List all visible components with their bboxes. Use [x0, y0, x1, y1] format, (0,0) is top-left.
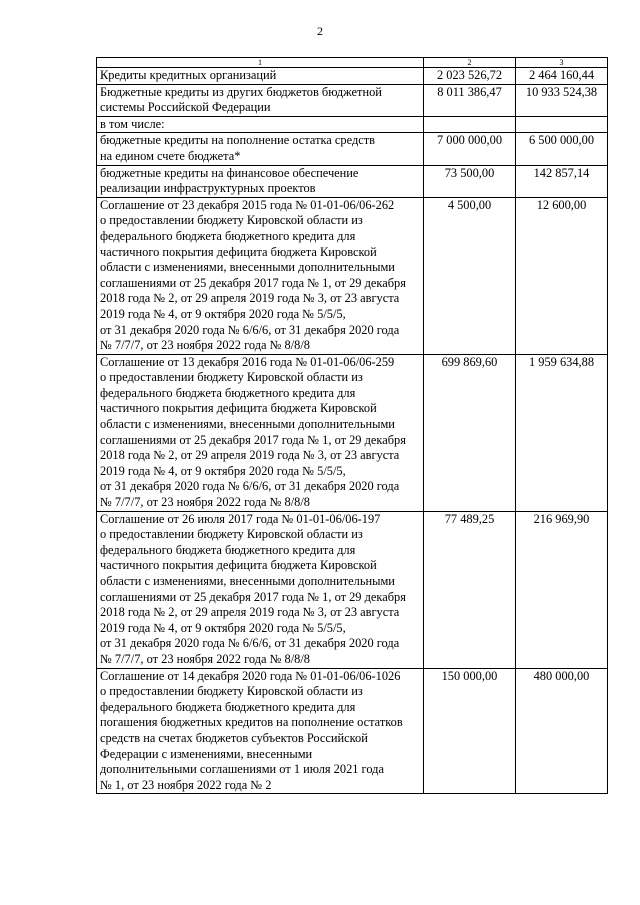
row-label-line: федерального бюджета бюджетного кредита для: [100, 699, 356, 714]
row-label-line: частичного покрытия дефицита бюджета Кировской: [100, 558, 377, 573]
row-label-line: Кредиты кредитных организаций: [100, 68, 277, 82]
row-label: [97, 133, 424, 165]
value-column-2: 8 011 386,47: [424, 84, 516, 116]
row-label-line: № 1, от 23 ноября 2022 года № 2: [100, 777, 272, 792]
value-column-3: 6 500 000,00: [516, 133, 608, 165]
row-label-line: бюджетные кредиты на финансовое обеспечение: [100, 165, 359, 180]
value-column-2: [424, 116, 516, 133]
table-row: [97, 668, 608, 794]
row-label-line: Соглашение от 23 декабря 2015 года № 01-01-06/06-262: [100, 197, 395, 212]
page-number: 2: [317, 24, 323, 38]
table-row: [97, 84, 608, 116]
row-label-line: от 31 декабря 2020 года № 6/6/6, от 31 декабря 2020 года: [100, 636, 400, 651]
row-label-line: о предоставлении бюджету Кировской области из: [100, 527, 363, 542]
row-label-line: соглашениями от 25 декабря 2017 года № 1, от 29 декабря: [100, 589, 406, 604]
value-column-3: 1 959 634,88: [516, 354, 608, 511]
row-label-line: от 31 декабря 2020 года № 6/6/6, от 31 декабря 2020 года: [100, 479, 400, 494]
value-column-2: 4 500,00: [424, 197, 516, 354]
table-row: [97, 511, 608, 668]
row-label-line: Соглашение от 14 декабря 2020 года № 01-01-06/06-1026: [100, 668, 401, 683]
row-label: [97, 165, 424, 197]
row-label-line: Бюджетные кредиты из других бюджетов бюджетной: [100, 84, 382, 99]
row-label: [97, 511, 424, 668]
row-label-line: 2018 года № 2, от 29 апреля 2019 года № 3, от 23 августа: [100, 605, 400, 620]
row-label-line: частичного покрытия дефицита бюджета Кировской: [100, 401, 377, 416]
value-column-2: 2 023 526,72: [424, 68, 516, 85]
value-column-2: 7 000 000,00: [424, 133, 516, 165]
row-label: [97, 68, 424, 85]
row-label-line: 2019 года № 4, от 9 октября 2020 года № 5/5/5,: [100, 620, 346, 635]
value-column-3: 12 600,00: [516, 197, 608, 354]
row-label-line: № 7/7/7, от 23 ноября 2022 года № 8/8/8: [100, 495, 310, 510]
row-label-line: федерального бюджета бюджетного кредита для: [100, 542, 356, 557]
row-label-line: о предоставлении бюджету Кировской области из: [100, 370, 363, 385]
row-label: [97, 197, 424, 354]
row-label-line: системы Российской Федерации: [100, 100, 271, 115]
table-row: [97, 165, 608, 197]
value-column-3: 142 857,14: [516, 165, 608, 197]
value-column-3: 216 969,90: [516, 511, 608, 668]
table-row: [97, 116, 608, 133]
row-label: [97, 84, 424, 116]
row-label-line: Соглашение от 13 декабря 2016 года № 01-01-06/06-259: [100, 354, 395, 369]
row-label: [97, 668, 424, 794]
row-label-line: области с изменениями, внесенными дополнительными: [100, 574, 395, 588]
column-index-2: 2: [424, 58, 516, 68]
row-label-line: в том числе:: [100, 116, 165, 131]
row-label-line: погашения бюджетных кредитов на пополнение остатков: [100, 715, 403, 730]
value-column-2: 77 489,25: [424, 511, 516, 668]
value-column-2: 150 000,00: [424, 668, 516, 794]
row-label-line: федерального бюджета бюджетного кредита для: [100, 385, 356, 400]
column-index-1: 1: [97, 58, 424, 68]
row-label-line: о предоставлении бюджету Кировской области из: [100, 684, 363, 699]
column-index-3: 3: [516, 58, 608, 68]
value-column-3: 10 933 524,38: [516, 84, 608, 116]
row-label-line: Соглашение от 26 июля 2017 года № 01-01-06/06-197: [100, 511, 381, 526]
row-label-line: № 7/7/7, от 23 ноября 2022 года № 8/8/8: [100, 651, 310, 666]
table-row: [97, 197, 608, 354]
row-label-line: области с изменениями, внесенными дополнительными: [100, 417, 395, 432]
table-row: [97, 133, 608, 165]
row-label-line: частичного покрытия дефицита бюджета Кировской: [100, 244, 377, 259]
value-column-3: 480 000,00: [516, 668, 608, 794]
value-column-3: 2 464 160,44: [516, 68, 608, 85]
row-label-line: реализации инфраструктурных проектов: [100, 181, 316, 196]
row-label-line: о предоставлении бюджету Кировской области из: [100, 213, 363, 228]
row-label-line: Федерации с изменениями, внесенными: [100, 746, 313, 761]
row-label-line: бюджетные кредиты на пополнение остатка средств: [100, 133, 376, 148]
row-label-line: 2019 года № 4, от 9 октября 2020 года № 5/5/5,: [100, 463, 346, 478]
row-label-line: соглашениями от 25 декабря 2017 года № 1, от 29 декабря: [100, 275, 406, 290]
value-column-3: [516, 116, 608, 133]
row-label-line: 2019 года № 4, от 9 октября 2020 года № 5/5/5,: [100, 306, 346, 321]
table-row: [97, 68, 608, 85]
row-label-line: 2018 года № 2, от 29 апреля 2019 года № 3, от 23 августа: [100, 448, 400, 463]
row-label-line: области с изменениями, внесенными дополнительными: [100, 260, 395, 275]
row-label: [97, 354, 424, 511]
value-column-2: 73 500,00: [424, 165, 516, 197]
row-label: [97, 116, 424, 133]
row-label-line: дополнительными соглашениями от 1 июля 2021 года: [100, 762, 384, 777]
value-column-2: 699 869,60: [424, 354, 516, 511]
row-label-line: на едином счете бюджета*: [100, 148, 241, 163]
row-label-line: 2018 года № 2, от 29 апреля 2019 года № 3, от 23 августа: [100, 291, 400, 306]
row-label-line: федерального бюджета бюджетного кредита для: [100, 228, 356, 243]
row-label-line: средств на счетах бюджетов субъектов Российской: [100, 730, 368, 745]
column-index-row: [97, 58, 608, 68]
table-row: [97, 354, 608, 511]
row-label-line: № 7/7/7, от 23 ноября 2022 года № 8/8/8: [100, 338, 310, 353]
budget-credits-table: [96, 57, 608, 794]
row-label-line: соглашениями от 25 декабря 2017 года № 1, от 29 декабря: [100, 432, 406, 447]
row-label-line: от 31 декабря 2020 года № 6/6/6, от 31 декабря 2020 года: [100, 322, 400, 337]
